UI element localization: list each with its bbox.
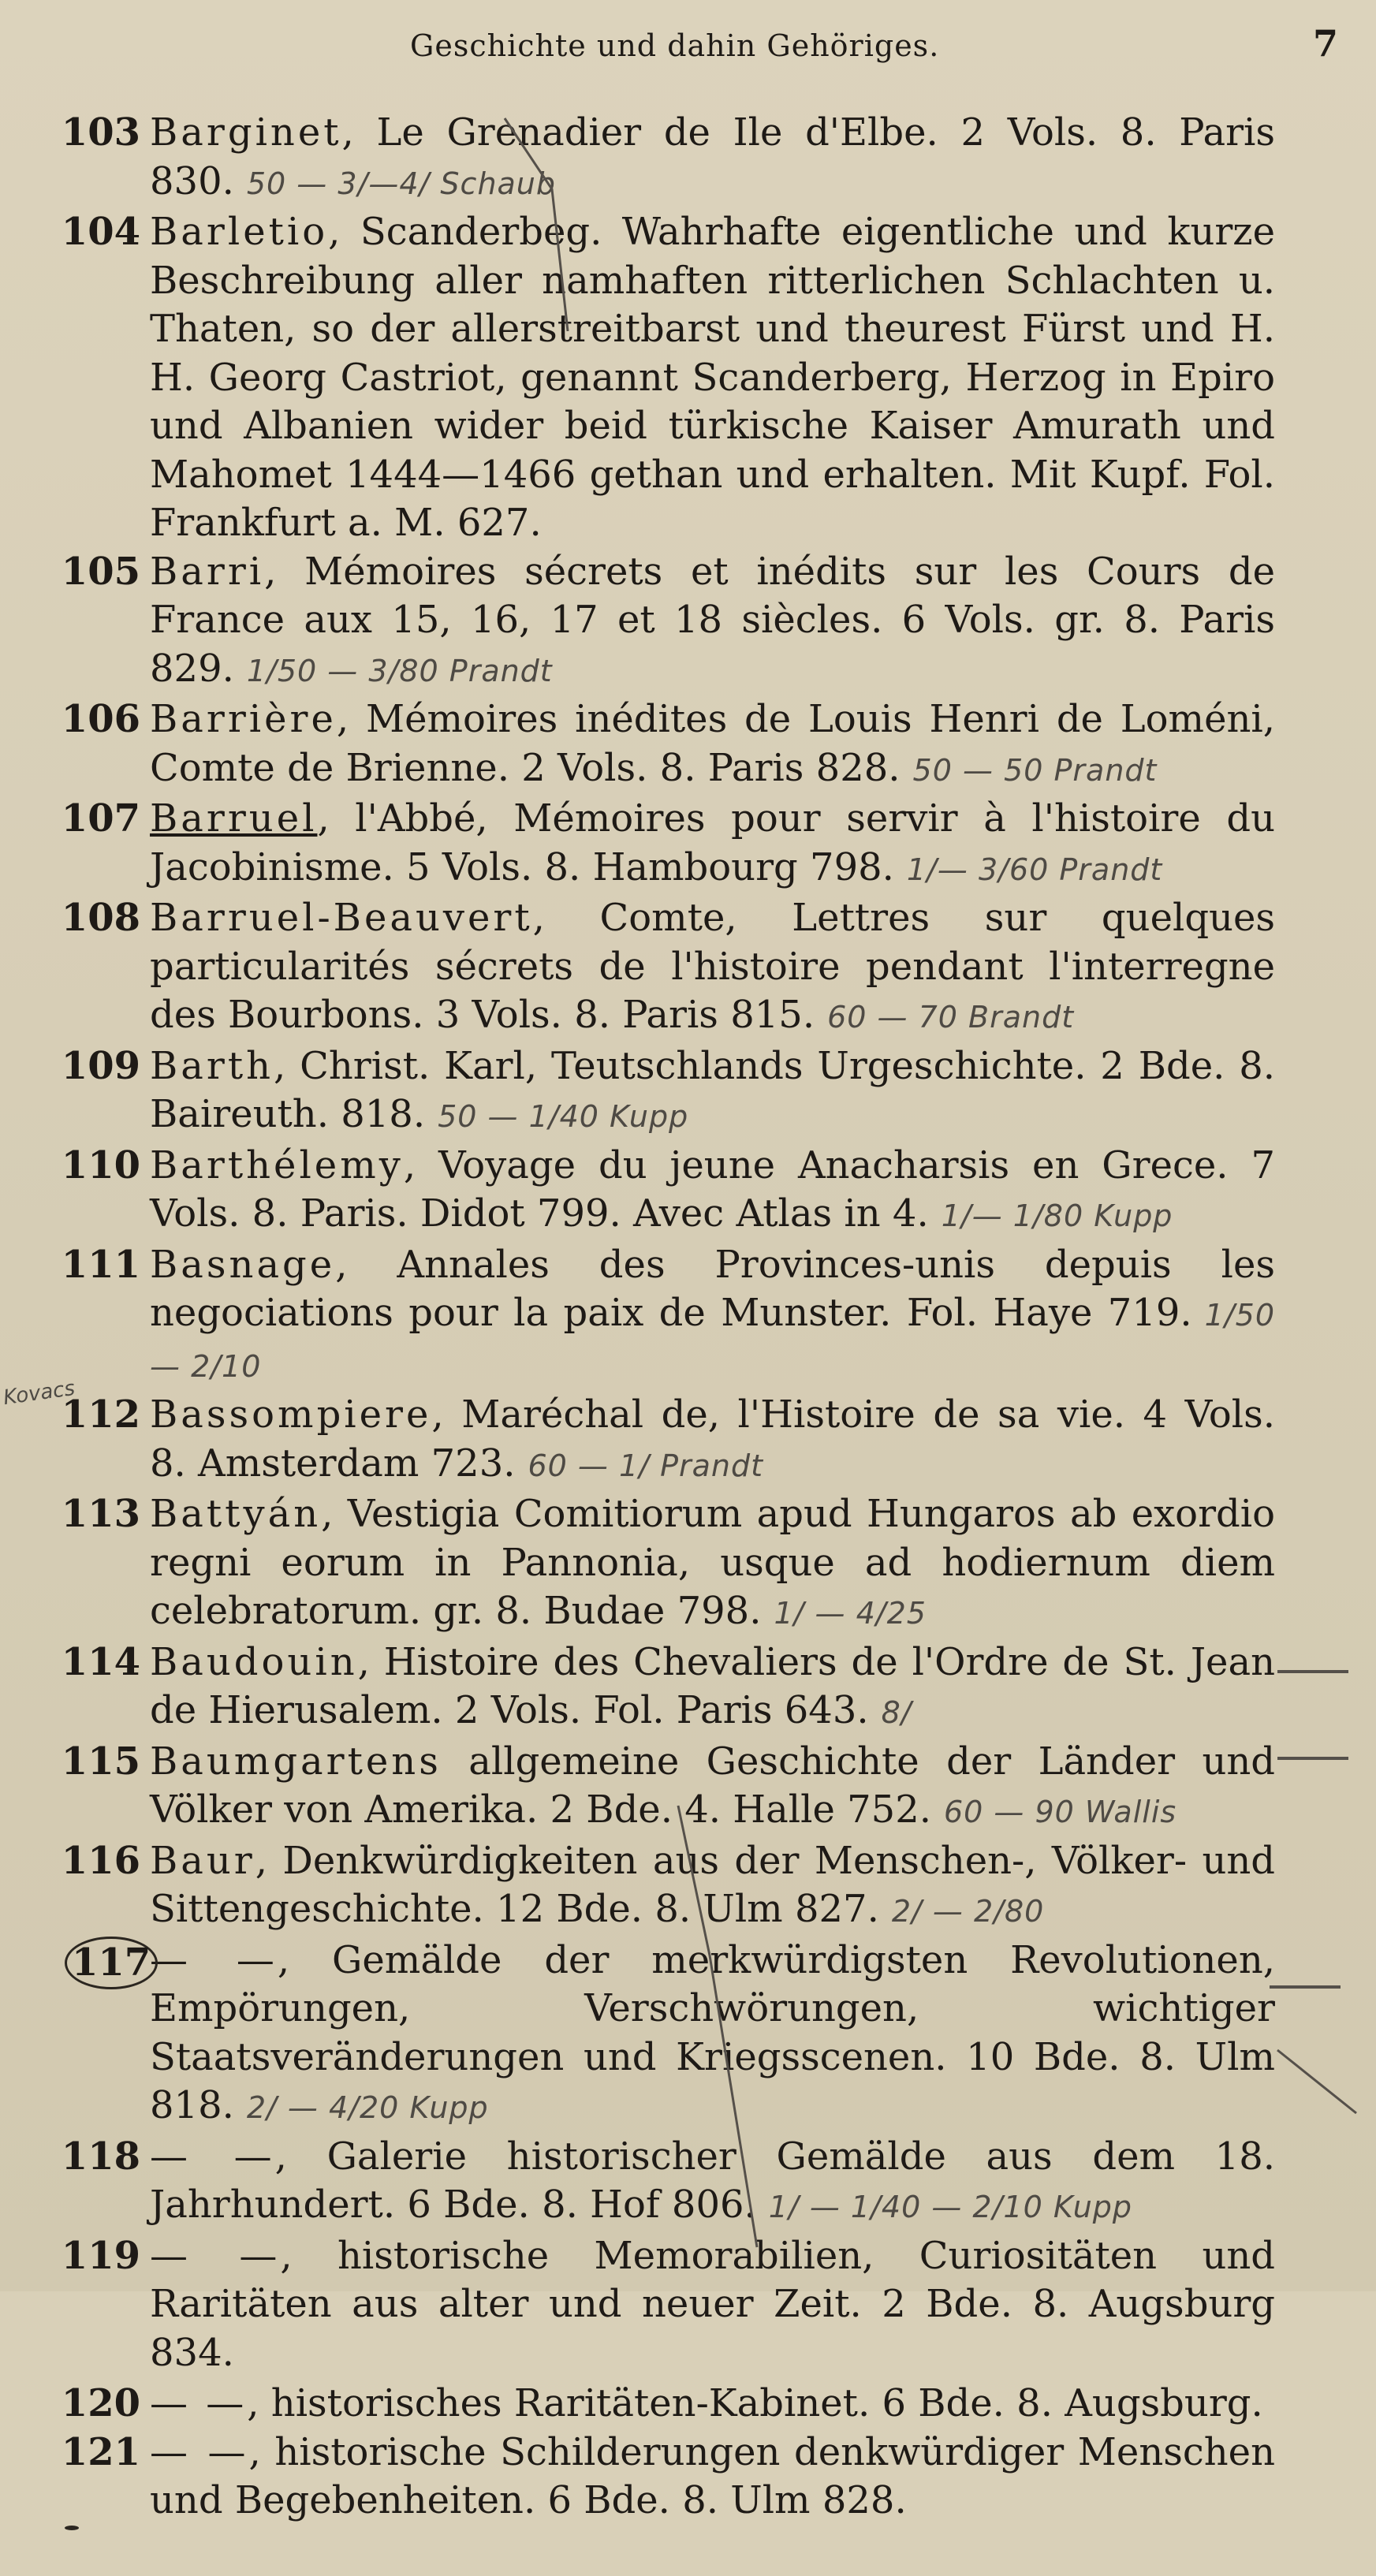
list-item: [0, 1738, 1376, 1837]
entry-text: , Maréchal de, l'Histoire de sa vie. 4 Vols. 8. Amsterdam 723.: [150, 1392, 1275, 1486]
entry-author: — —: [150, 2381, 247, 2425]
entry-number: 106: [50, 695, 140, 744]
entry-author: Barletio: [150, 210, 328, 254]
entry-number: 115: [50, 1738, 140, 1787]
entry-text: , Vestigia Comitiorum apud Hungaros ab exordio regni eorum in Pannonia, usque ad hodiernum diem celebratorum. gr. 8. Budae 798.: [150, 1492, 1275, 1633]
handwritten-note: 1/50 — 3/80 Prandt: [247, 654, 553, 688]
list-item: [0, 2133, 1376, 2232]
entry-author: Battyán: [150, 1492, 321, 1536]
entry-number: 121: [50, 2429, 140, 2477]
handwritten-note: 60 — 1/ Prandt: [528, 1448, 764, 1483]
entry-author: — —: [150, 2234, 280, 2278]
entry-text: , historisches Raritäten-Kabinet. 6 Bde. 8. Augsburg.: [247, 2381, 1262, 2425]
entry-author: Barri: [150, 550, 264, 594]
entry-text: , Gemälde der merkwürdigsten Revolutionen, Empörungen, Verschwörungen, wichtiger Staatsveränderungen und Kriegsscenen. 10 Bde. 8. Ulm 818.: [150, 1938, 1275, 2128]
entry-text: , Scanderbeg. Wahrhafte eigentliche und kurze Beschreibung aller namhaften ritterlichen Schlachten u. Thaten, so der allerstreitbarst und theurest Fürst und H. H. Georg Castriot, genannt Scanderberg, Herzog in Epiro und Albanien wider beid türkische Kaiser Amurath und Mahomet 1444—1466 gethan und erhalten. Mit Kupf. Fol. Frankfurt a. M. 627.: [150, 210, 1275, 545]
entry-text: , Voyage du jeune Anacharsis en Grece. 7 Vols. 8. Paris. Didot 799. Avec Atlas in 4.: [150, 1143, 1275, 1236]
entry-number: 108: [50, 894, 140, 943]
entry-number: 104: [50, 208, 140, 257]
entry-author: Barthélemy: [150, 1143, 404, 1187]
entry-text: , Mémoires inédites de Louis Henri de Loméni, Comte de Brienne. 2 Vols. 8. Paris 828.: [150, 697, 1275, 790]
entry-author: — —: [150, 2134, 275, 2179]
list-item: [0, 548, 1376, 696]
list-item: [0, 1937, 1376, 2133]
entry-number: 105: [50, 548, 140, 597]
entry-author: — —: [150, 1938, 278, 1982]
list-item: [0, 1837, 1376, 1937]
entry-number: 110: [50, 1142, 140, 1191]
entry-author: Baumgartens: [150, 1739, 442, 1784]
list-item: [0, 2232, 1376, 2380]
list-item: [0, 2526, 1376, 2576]
handwritten-note: 1/ — 1/40 — 2/10 Kupp: [769, 2190, 1132, 2224]
entry-number: 117: [65, 1937, 158, 1990]
handwritten-note: 1/50 — 2/10: [150, 1298, 1275, 1384]
entry-author: Barth: [150, 1044, 274, 1088]
list-item: [0, 1241, 1376, 1392]
handwritten-note: 8/: [882, 1695, 912, 1730]
page-number: 7: [1313, 22, 1338, 65]
handwritten-note: 50 — 50 Prandt: [913, 753, 1158, 788]
entry-text: , Galerie historischer Gemälde aus dem 18. Jahrhundert. 6 Bde. 8. Hof 806.: [150, 2134, 1275, 2227]
handwritten-note: 2/ — 2/80: [892, 1894, 1044, 1929]
entry-text: , Annales des Provinces-unis depuis les negociations pour la paix de Munster. Fol. Haye 719.: [150, 1243, 1275, 1336]
list-item: [0, 208, 1376, 548]
list-item: [0, 2429, 1376, 2526]
handwritten-note: 2/ — 4/20 Kupp: [247, 2090, 489, 2125]
list-item: [0, 695, 1376, 795]
entry-number: 113: [50, 1490, 140, 1539]
list-item: [0, 1042, 1376, 1142]
entry-text: , Christ. Karl, Teutschlands Urgeschichte. 2 Bde. 8. Baireuth. 818.: [150, 1044, 1275, 1137]
entry-author: Barruel: [150, 796, 317, 841]
entry-author: Baur: [150, 1839, 255, 1883]
list-item: [0, 894, 1376, 1042]
entry-number: 118: [50, 2133, 140, 2182]
entry-author: Basnage: [150, 1243, 335, 1287]
running-head: Geschichte und dahin Gehöriges.: [410, 28, 939, 63]
entry-text: , l'Abbé, Mémoires pour servir à l'histoire du Jacobinisme. 5 Vols. 8. Hambourg 798.: [150, 796, 1275, 889]
handwritten-note: 50 — 3/—4/ Schaub: [247, 166, 556, 201]
entry-author: — —: [150, 2430, 249, 2474]
entry-number: 120: [50, 2380, 140, 2429]
list-item: [0, 795, 1376, 894]
list-item: [0, 109, 1376, 208]
entry-number: 119: [50, 2232, 140, 2281]
entry-text: , historische Memorabilien, Curiositäten und Raritäten aus alter und neuer Zeit. 2 Bde. 8. Augsburg 834.: [150, 2234, 1275, 2375]
handwritten-note: 1/— 3/60 Prandt: [907, 852, 1162, 887]
entry-author: Baudouin: [150, 1640, 358, 1684]
entry-number: 116: [50, 1837, 140, 1886]
entry-author: Barginet: [150, 110, 342, 155]
entry-author: Barrière: [150, 697, 337, 741]
entry-number: [65, 2526, 79, 2530]
entry-text: , Denkwürdigkeiten aus der Menschen-, Völker- und Sittengeschichte. 12 Bde. 8. Ulm 827.: [150, 1839, 1275, 1932]
entry-number: 103: [50, 109, 140, 158]
list-item: [0, 1142, 1376, 1241]
entry-list: [0, 109, 1376, 2576]
entry-author: Barruel-Beauvert: [150, 896, 533, 940]
entry-number: 112: [50, 1391, 140, 1440]
entry-text: , historische Schilderungen denkwürdiger Menschen und Begebenheiten. 6 Bde. 8. Ulm 828.: [150, 2430, 1275, 2523]
handwritten-note: 60 — 70 Brandt: [827, 1000, 1074, 1035]
entry-text: , Comte, Lettres sur quelques particularités sécrets de l'histoire pendant l'interregne des Bourbons. 3 Vols. 8. Paris 815.: [150, 896, 1275, 1037]
handwritten-note: 1/ — 4/25: [774, 1596, 926, 1631]
entry-text: allgemeine Geschichte der Länder und Völker von Amerika. 2 Bde. 4. Halle 752.: [150, 1739, 1275, 1832]
list-item: [0, 1490, 1376, 1638]
entry-number: 109: [50, 1042, 140, 1091]
list-item: [0, 1638, 1376, 1738]
entry-text: , Le Grenadier de Ile d'Elbe. 2 Vols. 8. Paris 830.: [150, 110, 1275, 203]
list-item: [0, 1391, 1376, 1490]
handwritten-note: 60 — 90 Wallis: [944, 1795, 1176, 1829]
handwritten-note: 50 — 1/40 Kupp: [438, 1099, 688, 1134]
entry-number: 107: [50, 795, 140, 844]
page-header: [0, 22, 1376, 69]
margin-annotation: Kovacs: [2, 1377, 76, 1410]
entry-text: , Mémoires sécrets et inédits sur les Cours de France aux 15, 16, 17 et 18 siècles. 6 Vols. gr. 8. Paris 829.: [150, 550, 1275, 691]
entry-author: Bassompiere: [150, 1392, 431, 1437]
list-item: [0, 2380, 1376, 2429]
entry-text: , Histoire des Chevaliers de l'Ordre de St. Jean de Hierusalem. 2 Vols. Fol. Paris 643.: [150, 1640, 1275, 1733]
entry-number: 114: [50, 1638, 140, 1687]
entry-number: 111: [50, 1241, 140, 1290]
handwritten-note: 1/— 1/80 Kupp: [942, 1199, 1173, 1233]
